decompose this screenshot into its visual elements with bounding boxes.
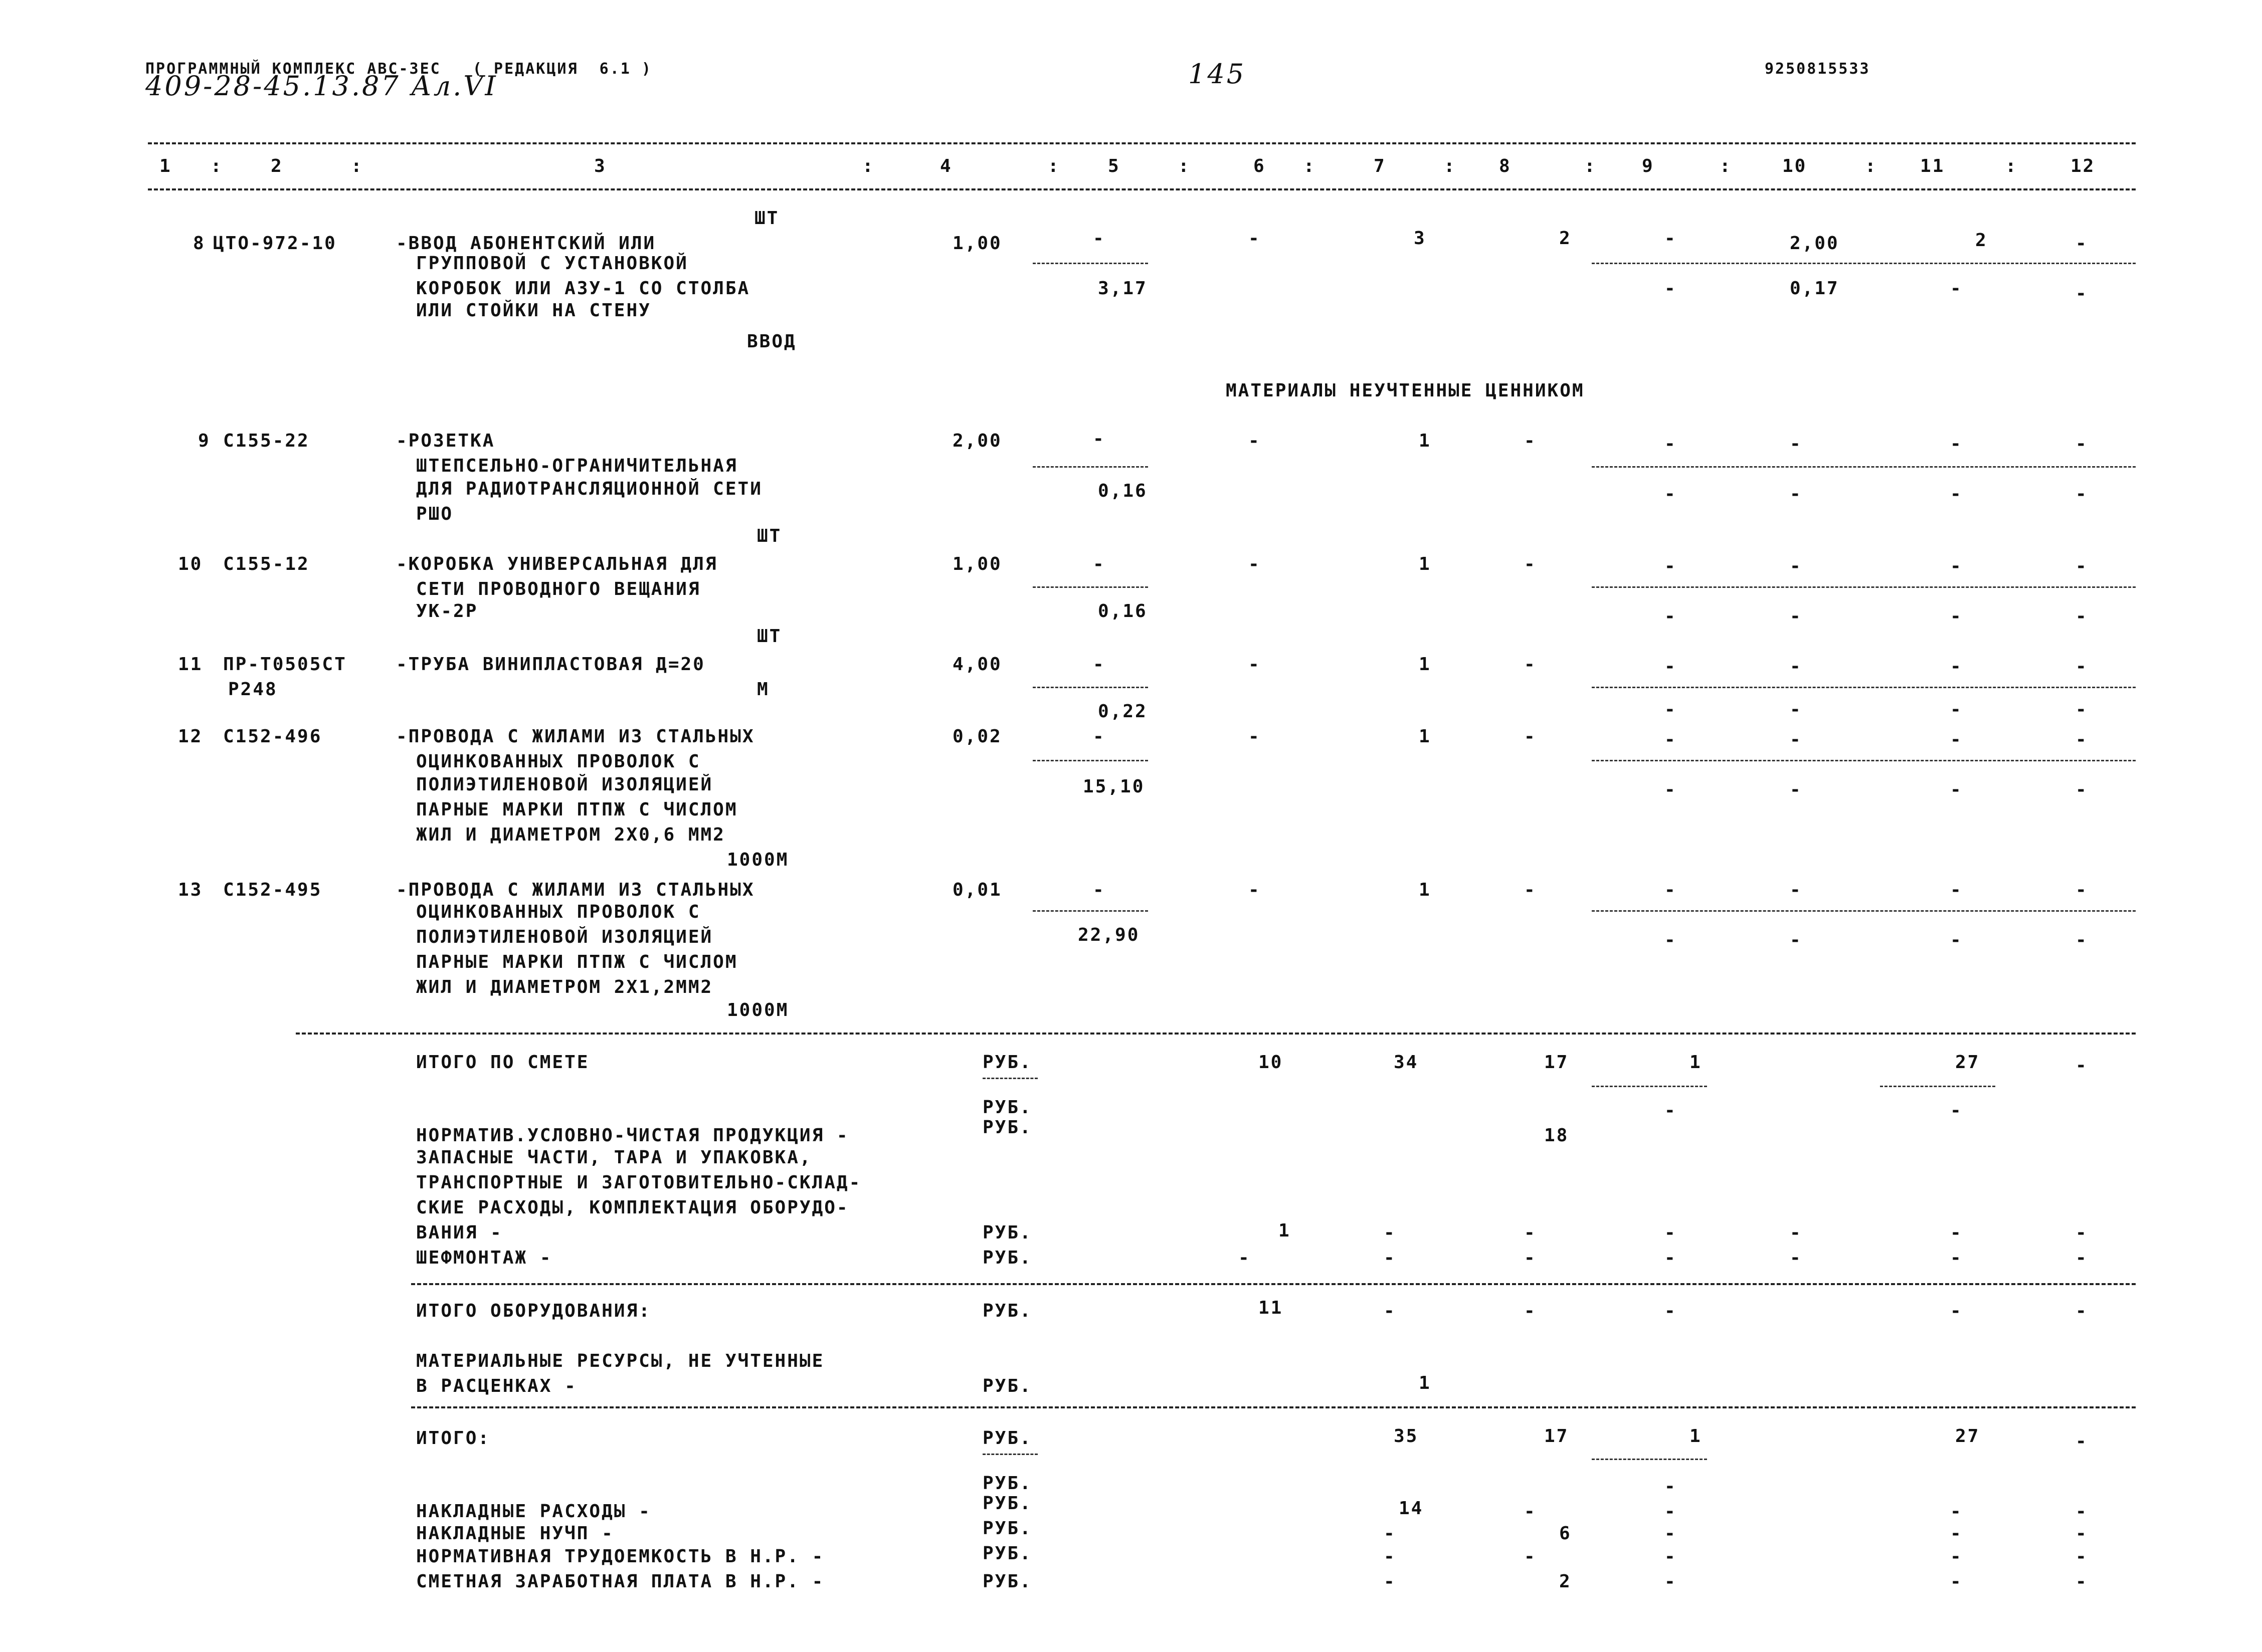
row-c6: -: [1248, 554, 1261, 574]
row-c7: 1: [1419, 554, 1431, 574]
row-c7: 1: [1419, 654, 1431, 675]
summary-label: ШЕФМОНТАЖ -: [416, 1248, 552, 1268]
cell-rule: [983, 1078, 1038, 1079]
row-c5: -: [1093, 880, 1105, 900]
row-c11: -: [1950, 556, 1963, 576]
summary-c12: -: [2076, 1501, 2088, 1522]
summary-c9: -: [1664, 1501, 1677, 1522]
handwritten-code: 409-28-45.13.87 Ал.VI: [145, 70, 498, 102]
row-c10b: -: [1790, 779, 1802, 800]
cell-rule: [1033, 687, 1148, 688]
row-c6: -: [1248, 228, 1261, 249]
row-unit-bottom: ШТ: [757, 526, 782, 546]
row-c12: -: [2076, 729, 2088, 750]
summary-c11: -: [1950, 1222, 1963, 1243]
row-qty: 1,00: [953, 233, 1002, 254]
row-code: С155-22: [223, 431, 310, 451]
summary-c9: 1: [1689, 1052, 1702, 1073]
summary-unit: РУБ.: [983, 1301, 1032, 1321]
cell-rule: [1592, 586, 2136, 588]
summary-unit: РУБ.: [983, 1052, 1032, 1073]
col-sep: :: [1048, 156, 1060, 176]
summary-unit: РУБ.: [983, 1248, 1032, 1268]
row-desc-line: -РОЗЕТКА: [396, 431, 495, 451]
row-c5b: 15,10: [1083, 776, 1145, 797]
row-desc-line: ОЦИНКОВАННЫХ ПРОВОЛОК С: [416, 751, 701, 772]
summary-c11: -: [1950, 1100, 1963, 1121]
row-desc-line: УК-2Р: [416, 601, 478, 622]
row-c9b: -: [1664, 779, 1677, 800]
summary-unit: РУБ.: [983, 1518, 1032, 1539]
row-qty: 0,02: [953, 726, 1002, 747]
row-code: С155-12: [223, 554, 310, 574]
summary-c7: 34: [1394, 1052, 1419, 1073]
summary-c8: -: [1524, 1301, 1537, 1321]
col-9: 9: [1642, 156, 1654, 176]
row-c11b: -: [1950, 606, 1963, 627]
summary-unit: РУБ.: [983, 1222, 1032, 1243]
summary-label: ВАНИЯ -: [416, 1222, 503, 1243]
row-c5b: 0,16: [1098, 601, 1148, 622]
summary-c7: -: [1384, 1248, 1396, 1268]
summary-label: НАКЛАДНЫЕ НУЧП -: [416, 1523, 614, 1544]
row-c6: -: [1248, 431, 1261, 451]
row-c10: -: [1790, 434, 1802, 454]
summary-label: ИТОГО:: [416, 1428, 491, 1449]
summary-unit: РУБ.: [983, 1376, 1032, 1396]
row-c9b: -: [1664, 484, 1677, 504]
row-code: С152-495: [223, 880, 322, 900]
summary-c6: -: [1238, 1248, 1251, 1268]
summary-label: МАТЕРИАЛЬНЫЕ РЕСУРСЫ, НЕ УЧТЕННЫЕ: [416, 1351, 825, 1371]
summary-label: СМЕТНАЯ ЗАРАБОТНАЯ ПЛАТА В Н.Р. -: [416, 1571, 825, 1592]
row-qty: 2,00: [953, 431, 1002, 451]
col-12: 12: [2070, 156, 2096, 176]
row-unit-bottom: М: [757, 679, 770, 700]
row-c10b: -: [1790, 606, 1802, 627]
row-c10: 2,00: [1790, 233, 1839, 254]
summary-c10: -: [1790, 1222, 1802, 1243]
summary-label: ИТОГО ПО СМЕТЕ: [416, 1052, 590, 1073]
row-c10b: -: [1790, 699, 1802, 720]
row-desc-line: ПОЛИЭТИЛЕНОВОЙ ИЗОЛЯЦИЕЙ: [416, 774, 713, 795]
row-c10b: 0,17: [1790, 278, 1839, 299]
summary-label: ЗАПАСНЫЕ ЧАСТИ, ТАРА И УПАКОВКА,: [416, 1147, 812, 1168]
summary-c12: -: [2076, 1431, 2088, 1452]
summary-unit: РУБ.: [983, 1571, 1032, 1592]
row-c11b: -: [1950, 779, 1963, 800]
cell-rule: [1592, 263, 2136, 264]
col-2: 2: [271, 156, 283, 176]
col-10: 10: [1782, 156, 1807, 176]
summary-c9: -: [1664, 1301, 1677, 1321]
summary-unit: РУБ.: [983, 1117, 1032, 1138]
summary-unit: РУБ.: [983, 1543, 1032, 1564]
row-desc-line: -КОРОБКА УНИВЕРСАЛЬНАЯ ДЛЯ: [396, 554, 718, 574]
row-c5b: 3,17: [1098, 278, 1148, 299]
row-c8: -: [1524, 880, 1537, 900]
row-c5: -: [1093, 726, 1105, 747]
summary-unit: РУБ.: [983, 1473, 1032, 1494]
row-qty: 1,00: [953, 554, 1002, 574]
row-c7: 1: [1419, 880, 1431, 900]
row-c7: 1: [1419, 431, 1431, 451]
summary-c8: 2: [1559, 1571, 1572, 1592]
row-c11: -: [1950, 656, 1963, 677]
header-bottom-rule: [148, 188, 2136, 190]
summary-c8: -: [1524, 1222, 1537, 1243]
row-c5: -: [1093, 429, 1105, 449]
cell-rule: [1592, 760, 2136, 761]
program-header: ПРОГРАММНЫЙ КОМПЛЕКС АВС-ЗЕС ( РЕДАКЦИЯ 6.1 ): [145, 60, 652, 78]
summary-label: ТРАНСПОРТНЫЕ И ЗАГОТОВИТЕЛЬНО-СКЛАД-: [416, 1172, 862, 1193]
row-c8: -: [1524, 554, 1537, 574]
row-c10: -: [1790, 729, 1802, 750]
row-c9b: -: [1664, 278, 1677, 299]
cell-rule: [1592, 910, 2136, 912]
summary-c8: -: [1524, 1501, 1537, 1522]
col-sep: :: [351, 156, 363, 176]
row-c11: -: [1950, 880, 1963, 900]
summary-c9: -: [1664, 1100, 1677, 1121]
cell-rule: [983, 1454, 1038, 1455]
summary-label: В РАСЦЕНКАХ -: [416, 1376, 577, 1396]
row-c9b: -: [1664, 930, 1677, 950]
row-c10: -: [1790, 556, 1802, 576]
summary-unit: РУБ.: [983, 1097, 1032, 1118]
summary-c10: -: [1790, 1248, 1802, 1268]
row-c11b: -: [1950, 930, 1963, 950]
summary-c7: -: [1384, 1301, 1396, 1321]
summary-c8: 17: [1544, 1426, 1569, 1447]
summary-c12: -: [2076, 1248, 2088, 1268]
row-c12b: -: [2076, 930, 2088, 950]
row-qty: 0,01: [953, 880, 1002, 900]
col-5: 5: [1108, 156, 1120, 176]
row-c11: 2: [1975, 230, 1988, 251]
row-c7: 1: [1419, 726, 1431, 747]
summary-c12: -: [2076, 1222, 2088, 1243]
equipment-rule: [411, 1283, 2136, 1285]
col-sep: :: [1444, 156, 1456, 176]
cell-rule: [1880, 1086, 1995, 1087]
cell-rule: [1033, 586, 1148, 588]
col-1: 1: [159, 156, 172, 176]
summary-c6: 1: [1278, 1220, 1291, 1241]
row-c12: -: [2076, 233, 2088, 254]
col-4: 4: [940, 156, 953, 176]
summary-c7: -: [1384, 1222, 1396, 1243]
row-unit-bottom: 1000М: [727, 1000, 789, 1020]
cell-rule: [1592, 1086, 1707, 1087]
itogo-rule: [411, 1406, 2136, 1408]
row-number: 13: [178, 880, 203, 900]
row-desc-line: ДЛЯ РАДИОТРАНСЛЯЦИОННОЙ СЕТИ: [416, 479, 763, 499]
row-number: 12: [178, 726, 203, 747]
row-c12: -: [2076, 656, 2088, 677]
col-sep: :: [211, 156, 223, 176]
row-desc-line: -ПРОВОДА С ЖИЛАМИ ИЗ СТАЛЬНЫХ: [396, 880, 755, 900]
row-c11: -: [1950, 434, 1963, 454]
summary-c11: 27: [1955, 1426, 1980, 1447]
row-number: 10: [178, 554, 203, 574]
summary-c11: -: [1950, 1523, 1963, 1544]
page-number: 145: [1188, 58, 1246, 90]
col-sep: :: [862, 156, 875, 176]
cell-rule: [1592, 1459, 1707, 1460]
summary-label: НОРМАТИВ.УСЛОВНО-ЧИСТАЯ ПРОДУКЦИЯ -: [416, 1125, 849, 1146]
summary-c12: -: [2076, 1301, 2088, 1321]
summary-c9: -: [1664, 1571, 1677, 1592]
row-c12: -: [2076, 880, 2088, 900]
col-sep: :: [1720, 156, 1732, 176]
row-c12b: -: [2076, 699, 2088, 720]
row-c9b: -: [1664, 699, 1677, 720]
row-desc-line: ПОЛИЭТИЛЕНОВОЙ ИЗОЛЯЦИЕЙ: [416, 927, 713, 947]
row-desc-line: КОРОБОК ИЛИ АЗУ-1 СО СТОЛБА: [416, 278, 750, 299]
row-c12b: -: [2076, 484, 2088, 504]
summary-c6: 10: [1258, 1052, 1283, 1073]
summary-c8: 17: [1544, 1052, 1569, 1073]
row-code: ПР-Т0505СТ: [223, 654, 347, 675]
row-desc-line: СЕТИ ПРОВОДНОГО ВЕЩАНИЯ: [416, 579, 701, 599]
summary-c7: -: [1384, 1571, 1396, 1592]
cell-rule: [1033, 263, 1148, 264]
row-desc-line: ОЦИНКОВАННЫХ ПРОВОЛОК С: [416, 902, 701, 922]
row-unit-bottom: ВВОД: [747, 331, 797, 352]
summary-label: НОРМАТИВНАЯ ТРУДОЕМКОСТЬ В Н.Р. -: [416, 1546, 825, 1567]
row-c9: -: [1664, 729, 1677, 750]
row-unit-bottom: ШТ: [757, 626, 782, 647]
col-11: 11: [1920, 156, 1945, 176]
summary-c8: -: [1524, 1248, 1537, 1268]
row-desc-line: ЖИЛ И ДИАМЕТРОМ 2Х1,2ММ2: [416, 977, 713, 997]
cell-rule: [1033, 910, 1148, 912]
summary-c8: 6: [1559, 1523, 1572, 1544]
col-sep: :: [1178, 156, 1191, 176]
summary-c7: -: [1384, 1546, 1396, 1567]
row-c12b: -: [2076, 283, 2088, 304]
row-c11: -: [1950, 729, 1963, 750]
row-c5: -: [1093, 554, 1105, 574]
summary-label: СКИЕ РАСХОДЫ, КОМПЛЕКТАЦИЯ ОБОРУДО-: [416, 1197, 849, 1218]
row-desc-line: ЖИЛ И ДИАМЕТРОМ 2Х0,6 ММ2: [416, 824, 725, 845]
row-c11b: -: [1950, 484, 1963, 504]
row-c11b: -: [1950, 699, 1963, 720]
row-c9b: -: [1664, 606, 1677, 627]
col-7: 7: [1374, 156, 1386, 176]
summary-c12: -: [2076, 1055, 2088, 1076]
summary-c7: -: [1384, 1523, 1396, 1544]
cell-rule: [1592, 466, 2136, 468]
summary-c11: -: [1950, 1248, 1963, 1268]
row-code: С152-496: [223, 726, 322, 747]
summary-c9: -: [1664, 1222, 1677, 1243]
header-top-rule: [148, 142, 2136, 144]
summary-c11: -: [1950, 1501, 1963, 1522]
row-c10b: -: [1790, 930, 1802, 950]
row-unit-bottom: 1000М: [727, 850, 789, 870]
row-c8: -: [1524, 431, 1537, 451]
row-desc-line: ГРУППОВОЙ С УСТАНОВКОЙ: [416, 253, 688, 274]
summary-unit: РУБ.: [983, 1493, 1032, 1514]
row-desc-line: -ТРУБА ВИНИПЛАСТОВАЯ Д=20: [396, 654, 705, 675]
row-desc-line: РШО: [416, 504, 454, 524]
summary-c11: -: [1950, 1571, 1963, 1592]
cell-rule: [1033, 760, 1148, 761]
row-c12b: -: [2076, 779, 2088, 800]
cell-rule: [1592, 687, 2136, 688]
row-c12b: -: [2076, 606, 2088, 627]
row-code-2: Р248: [228, 679, 278, 700]
summary-c6: 11: [1258, 1298, 1283, 1318]
row-desc-line: -ПРОВОДА С ЖИЛАМИ ИЗ СТАЛЬНЫХ: [396, 726, 755, 747]
row-c5b: 0,22: [1098, 701, 1148, 722]
row-c12: -: [2076, 434, 2088, 454]
summary-c11: -: [1950, 1546, 1963, 1567]
row-desc-line: ИЛИ СТОЙКИ НА СТЕНУ: [416, 300, 651, 321]
summary-c12: -: [2076, 1523, 2088, 1544]
row-qty: 4,00: [953, 654, 1002, 675]
summary-unit: РУБ.: [983, 1428, 1032, 1449]
row-number: 9: [198, 431, 211, 451]
row-c5: -: [1093, 654, 1105, 675]
row-c6: -: [1248, 726, 1261, 747]
summary-label: ИТОГО ОБОРУДОВАНИЯ:: [416, 1301, 651, 1321]
row-c5b: 0,16: [1098, 481, 1148, 501]
row-c10b: -: [1790, 484, 1802, 504]
summary-c7: 14: [1399, 1498, 1424, 1519]
col-6: 6: [1253, 156, 1266, 176]
col-3: 3: [594, 156, 607, 176]
summary-c9: -: [1664, 1523, 1677, 1544]
row-number: 11: [178, 654, 203, 675]
row-number: 8: [193, 233, 206, 254]
row-c8: -: [1524, 726, 1537, 747]
row-c9: -: [1664, 434, 1677, 454]
row-desc-line: ШТЕПСЕЛЬНО-ОГРАНИЧИТЕЛЬНАЯ: [416, 456, 738, 476]
row-desc-line: -ВВОД АБОНЕНТСКИЙ ИЛИ: [396, 233, 656, 254]
row-c11b: -: [1950, 278, 1963, 299]
doc-code: 9250815533: [1765, 60, 1870, 78]
summary-c11: -: [1950, 1301, 1963, 1321]
row-c9: -: [1664, 656, 1677, 677]
row-code: ЦТО-972-10: [213, 233, 337, 254]
col-8: 8: [1499, 156, 1512, 176]
cell-rule: [1033, 466, 1148, 468]
row-c9: -: [1664, 880, 1677, 900]
row-c12: -: [2076, 556, 2088, 576]
row-c6: -: [1248, 880, 1261, 900]
summary-top-rule: [296, 1032, 2136, 1035]
summary-c11: 27: [1955, 1052, 1980, 1073]
summary-c9: -: [1664, 1546, 1677, 1567]
col-sep: :: [2005, 156, 2018, 176]
summary-c8: 18: [1544, 1125, 1569, 1146]
row-c8: 2: [1559, 228, 1572, 249]
summary-c8: -: [1524, 1546, 1537, 1567]
summary-c12: -: [2076, 1546, 2088, 1567]
row-c9: -: [1664, 228, 1677, 249]
row-c10: -: [1790, 656, 1802, 677]
col-sep: :: [1584, 156, 1597, 176]
row-desc-line: ПАРНЫЕ МАРКИ ПТПЖ С ЧИСЛОМ: [416, 952, 738, 972]
row-c7: 3: [1414, 228, 1426, 249]
row-c10: -: [1790, 880, 1802, 900]
summary-c9: -: [1664, 1476, 1677, 1497]
row-c9: -: [1664, 556, 1677, 576]
row-desc-line: ПАРНЫЕ МАРКИ ПТПЖ С ЧИСЛОМ: [416, 799, 738, 820]
row-c8: -: [1524, 654, 1537, 675]
col-sep: :: [1865, 156, 1877, 176]
summary-c12: -: [2076, 1571, 2088, 1592]
row-c6: -: [1248, 654, 1261, 675]
col-sep: :: [1303, 156, 1316, 176]
row-unit-top: ШТ: [755, 208, 780, 229]
summary-c9: 1: [1689, 1426, 1702, 1447]
row-c5b: 22,90: [1078, 925, 1140, 945]
summary-c7: 1: [1419, 1373, 1431, 1393]
row-c5: -: [1093, 228, 1105, 249]
summary-c7: 35: [1394, 1426, 1419, 1447]
summary-label: НАКЛАДНЫЕ РАСХОДЫ -: [416, 1501, 651, 1522]
summary-c9: -: [1664, 1248, 1677, 1268]
section-title: МАТЕРИАЛЫ НЕУЧТЕННЫЕ ЦЕННИКОМ: [1226, 380, 1585, 401]
